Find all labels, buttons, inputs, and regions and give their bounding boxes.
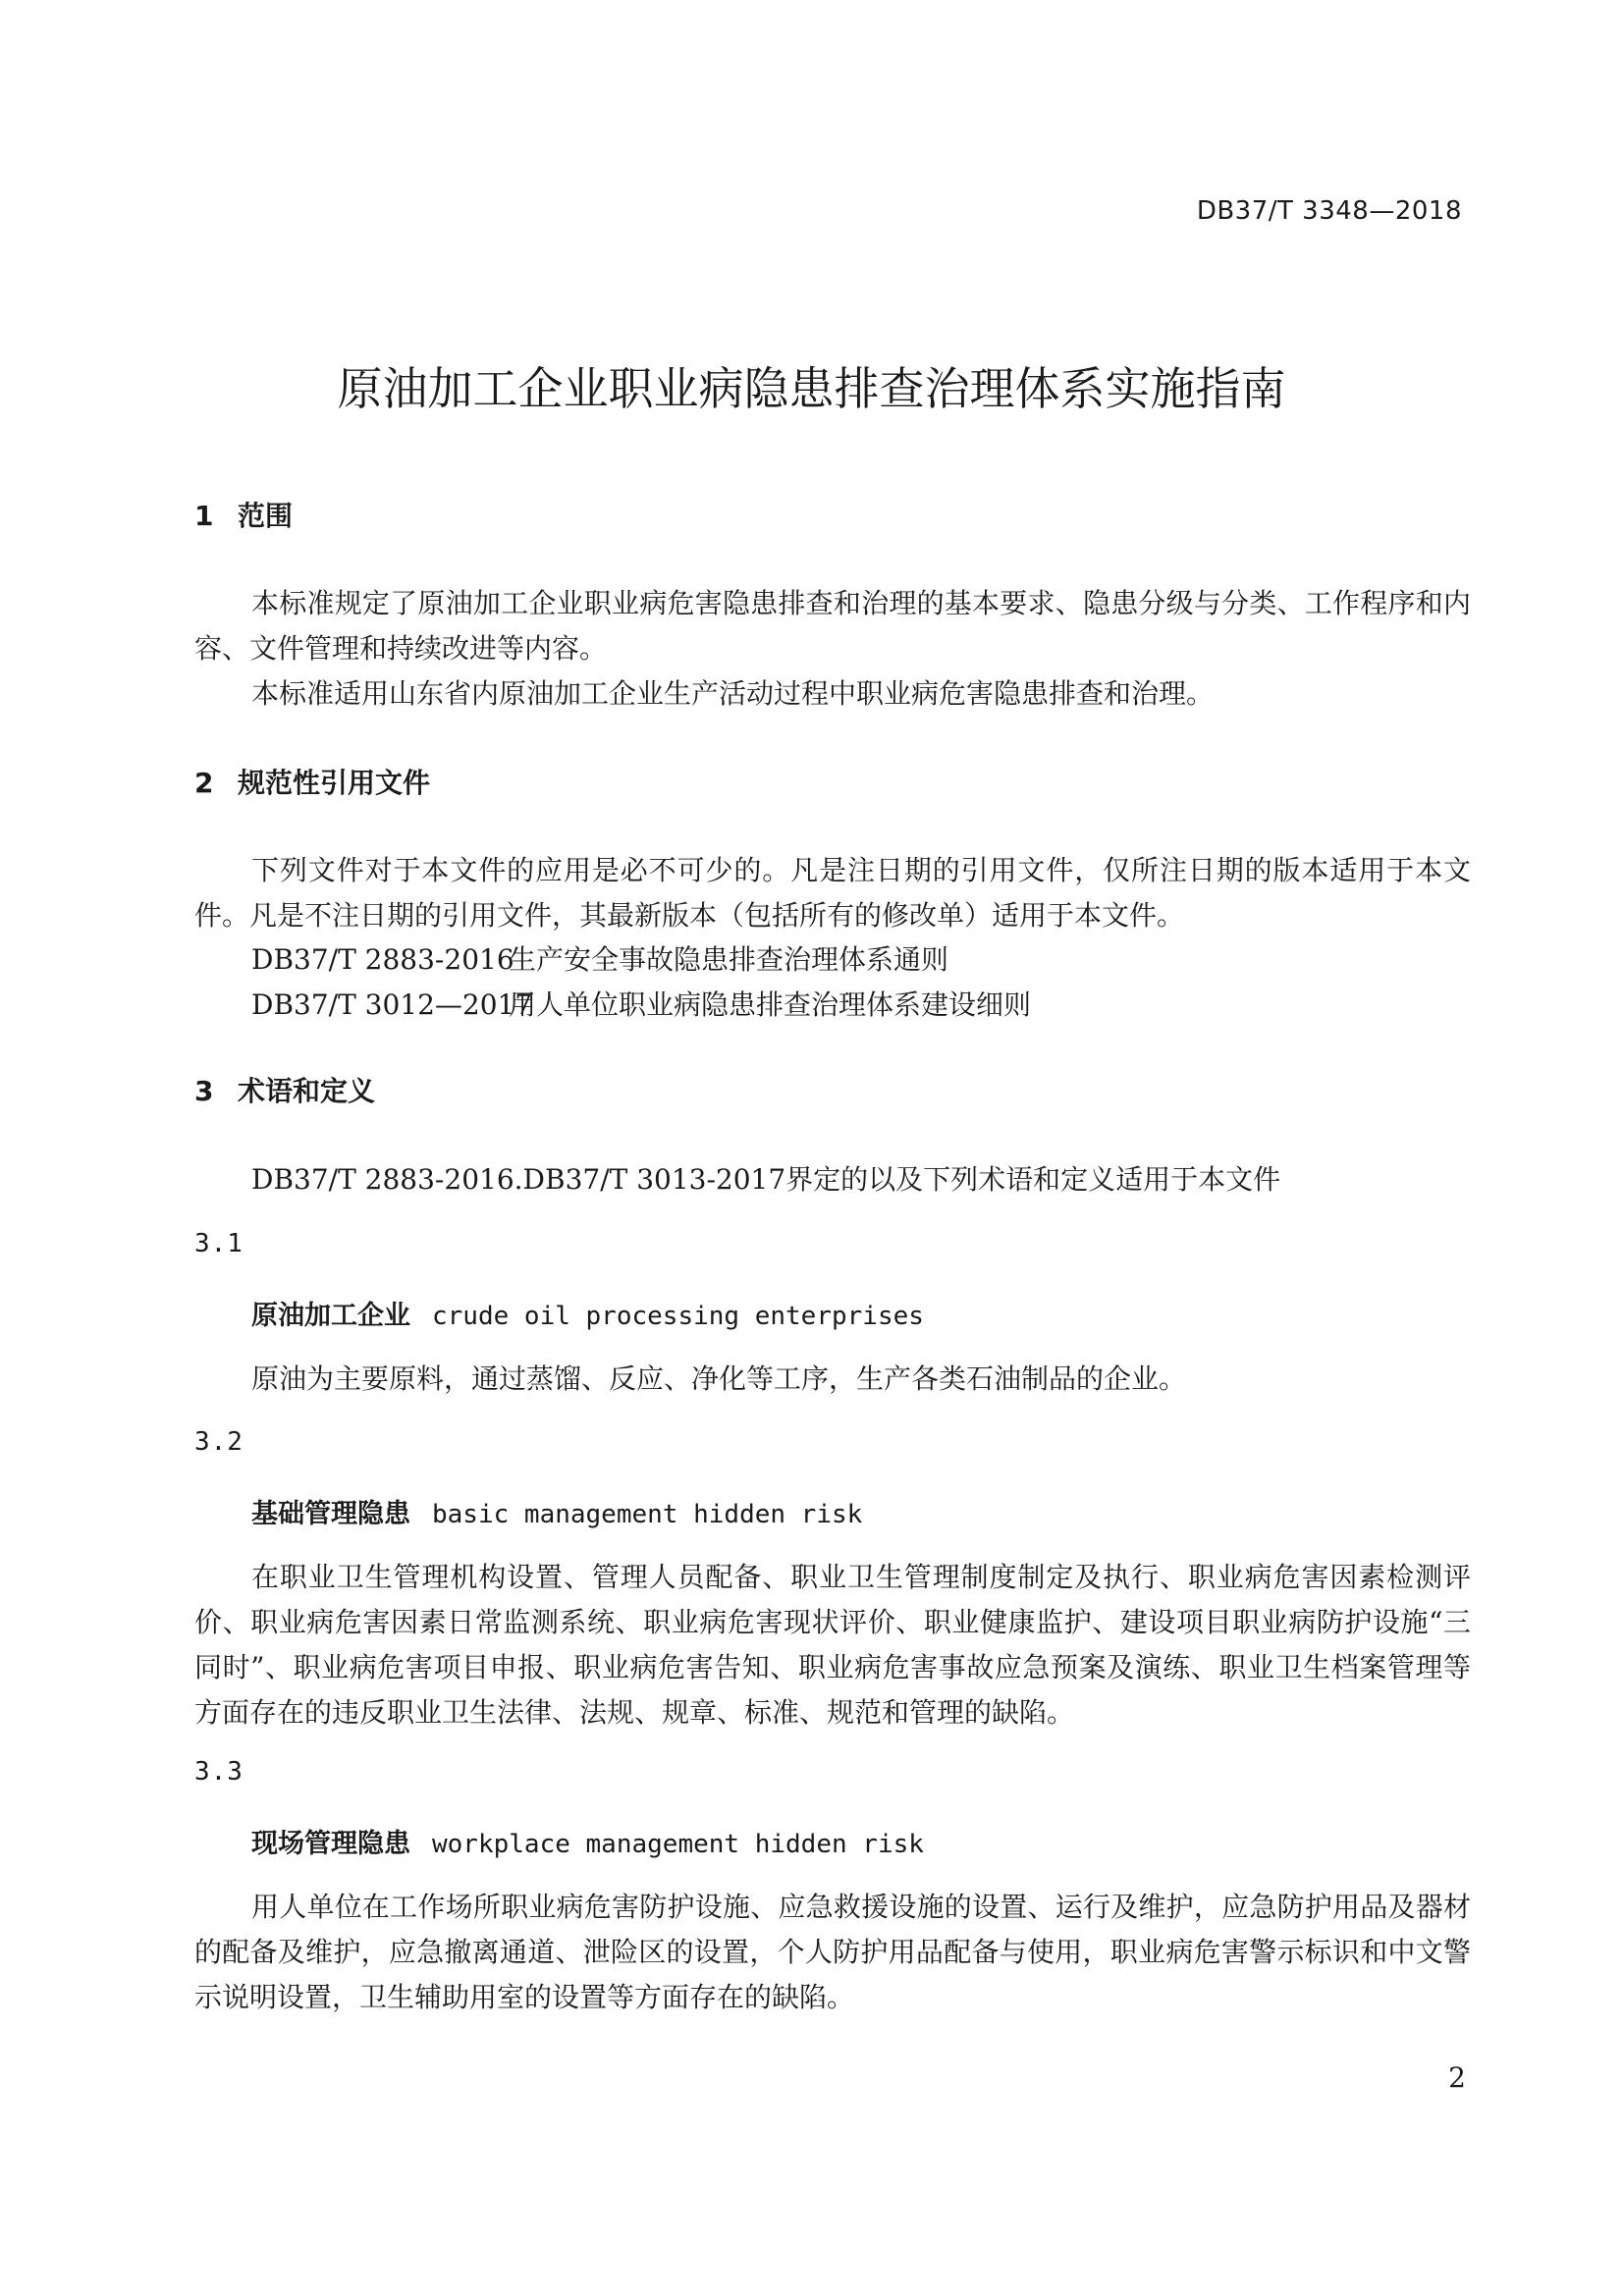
section-title: 术语和定义 bbox=[238, 1075, 376, 1107]
reference-item-2 bbox=[251, 984, 1031, 1023]
term-number: 3.2 bbox=[194, 1427, 243, 1457]
reference-title: 生产安全事故隐患排查治理体系通则 bbox=[509, 943, 949, 976]
section-3-intro: DB37/T 2883-2016.DB37/T 3013-2017界定的以及下列术语和定义适用于本文件 bbox=[251, 1163, 1281, 1196]
term-chinese: 原油加工企业 bbox=[251, 1301, 410, 1331]
section-number: 1 bbox=[194, 500, 214, 532]
reference-item-1 bbox=[251, 938, 948, 978]
term-heading bbox=[251, 1492, 862, 1530]
term-heading bbox=[251, 1294, 924, 1332]
section-1-heading bbox=[194, 495, 293, 534]
term-number: 3.3 bbox=[194, 1757, 243, 1787]
reference-title: 用人单位职业病隐患排查治理体系建设细则 bbox=[509, 988, 1032, 1021]
term-number: 3.1 bbox=[194, 1229, 243, 1258]
reference-code: DB37/T 3012—2017 bbox=[251, 988, 533, 1021]
term-definition: 在职业卫生管理机构设置、管理人员配备、职业卫生管理制度制定及执行、职业病危害因素检测评价、职业病危害因素日常监测系统、职业病危害现状评价、职业健康监护、建设项目职业病防护设施“三同时”、职业病危害项目申报、职业病危害告知、职业病危害事故应急预案及演练、职业卫生档案管理等方面存在的违反职业卫生法律、法规、规章、标准、规范和管理的缺陷。 bbox=[194, 1561, 1471, 1729]
section-number: 3 bbox=[194, 1075, 214, 1107]
term-english: crude oil processing enterprises bbox=[432, 1302, 924, 1331]
page-number: 2 bbox=[1448, 2061, 1466, 2094]
term-english: workplace management hidden risk bbox=[432, 1830, 924, 1859]
document-title: 原油加工企业职业病隐患排查治理体系实施指南 bbox=[337, 362, 1286, 415]
term-english: basic management hidden risk bbox=[432, 1500, 863, 1529]
term-heading bbox=[251, 1822, 924, 1860]
document-code: DB37/T 3348—2018 bbox=[1196, 196, 1462, 226]
term-definition: 原油为主要原料，通过蒸馏、反应、净化等工序，生产各类石油制品的企业。 bbox=[251, 1362, 1187, 1395]
section-number: 2 bbox=[194, 767, 214, 799]
term-definition: 用人单位在工作场所职业病危害防护设施、应急救援设施的设置、运行及维护，应急防护用品及器材的配备及维护，应急撤离通道、泄险区的设置，个人防护用品配备与使用，职业病危害警示标识和中文警示说明设置，卫生辅助用室的设置等方面存在的缺陷。 bbox=[194, 1891, 1471, 2013]
term-chinese: 基础管理隐患 bbox=[251, 1499, 410, 1529]
section-3-heading bbox=[194, 1070, 375, 1109]
section-title: 范围 bbox=[238, 500, 294, 532]
section-2-heading bbox=[194, 762, 430, 801]
section-title: 规范性引用文件 bbox=[238, 767, 431, 799]
section-1-paragraph-2: 本标准适用山东省内原油加工企业生产活动过程中职业病危害隐患排查和治理。 bbox=[251, 677, 1215, 710]
term-chinese: 现场管理隐患 bbox=[251, 1829, 410, 1859]
section-2-paragraph: 下列文件对于本文件的应用是必不可少的。凡是注日期的引用文件，仅所注日期的版本适用于本文件。凡是不注日期的引用文件，其最新版本（包括所有的修改单）适用于本文件。 bbox=[194, 854, 1471, 932]
reference-code: DB37/T 2883-2016 bbox=[251, 943, 514, 976]
section-1-paragraph-1: 本标准规定了原油加工企业职业病危害隐患排查和治理的基本要求、隐患分级与分类、工作程序和内容、文件管理和持续改进等内容。 bbox=[194, 587, 1471, 665]
